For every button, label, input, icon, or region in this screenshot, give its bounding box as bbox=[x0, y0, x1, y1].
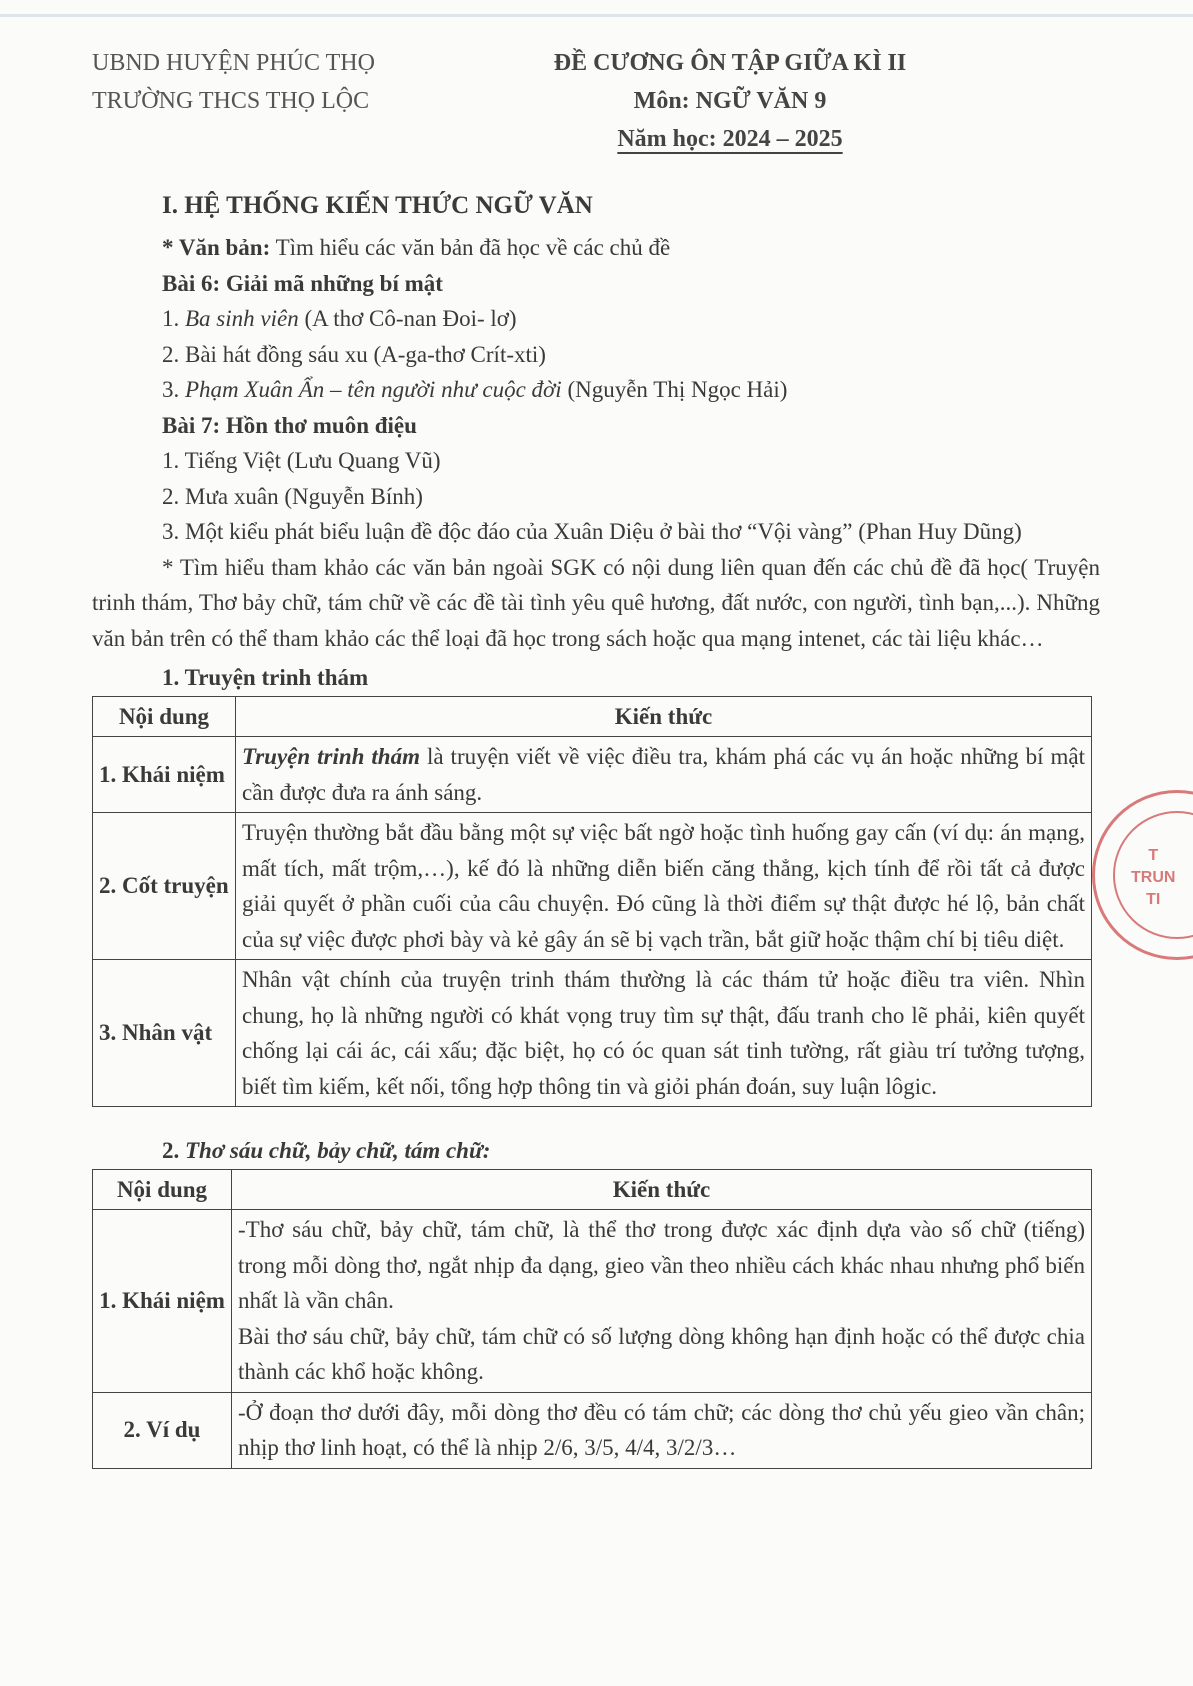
item-number: 3. bbox=[162, 377, 180, 402]
intro-label: * Văn bản: bbox=[162, 235, 271, 260]
work-author: (A-ga-thơ Crít-xti) bbox=[367, 341, 546, 367]
list-item bbox=[162, 514, 1100, 550]
list-item bbox=[162, 372, 1100, 408]
work-title: Bài hát đồng sáu xu bbox=[185, 341, 368, 367]
content-paragraph: -Thơ sáu chữ, bảy chữ, tám chữ, là thể thơ trong được xác định dựa vào số chữ (tiếng) trong mỗi dòng thơ, ngắt nhịp đa dạng, gieo vần theo nhiều cách khác nhau nhưng phổ biến nhất là vần chân. bbox=[238, 1217, 1085, 1313]
column-header-content: Nội dung bbox=[93, 1169, 232, 1210]
poetry-form-table bbox=[92, 1169, 1092, 1469]
row-content: -Ở đoạn thơ dưới đây, mỗi dòng thơ đều có tám chữ; các dòng thơ chủ yếu gieo vần chân; nhịp thơ linh hoạt, có thể là nhịp 2/6, 3/5, 4/4, 3/2/3… bbox=[232, 1392, 1092, 1468]
row-content: Truyện thường bắt đầu bằng một sự việc bất ngờ hoặc tình huống gay cấn (ví dụ: án mạng, mất tích, mất trộm,…), kế đó là những diễn biến căng thẳng, kịch tính để rồi tất cả được giải quyết ở phần cuối của câu chuyện. Đó cũng là thời điểm sự thật được hé lộ, bản chất của sự việc được phơi bày và kẻ gây án sẽ bị vạch trần, bắt giữ hoặc thậm chí bị tiêu diệt. bbox=[236, 813, 1092, 960]
scan-edge-line bbox=[0, 14, 1193, 17]
table2-heading bbox=[162, 1133, 1100, 1169]
section-title: I. HỆ THỐNG KIẾN THỨC NGỮ VĂN bbox=[162, 192, 593, 219]
list-item bbox=[162, 443, 1100, 479]
item-text: Tiếng Việt (Lưu Quang Vũ) bbox=[184, 448, 441, 473]
stamp-line: TI bbox=[1146, 891, 1161, 908]
row-label: 3. Nhân vật bbox=[93, 960, 236, 1107]
table-header-row bbox=[93, 696, 1092, 737]
red-stamp-seal bbox=[1092, 790, 1193, 960]
detective-story-table bbox=[92, 696, 1092, 1108]
row-label: 2. Cốt truyện bbox=[93, 813, 236, 960]
work-author: (Nguyễn Thị Ngọc Hải) bbox=[561, 377, 788, 402]
intro-text: Tìm hiểu các văn bản đã học về các chủ đề bbox=[270, 235, 671, 260]
list-item bbox=[162, 337, 1100, 373]
work-title: Phạm Xuân Ẩn – tên người như cuộc đời bbox=[185, 377, 562, 402]
item-number: 2. bbox=[162, 483, 180, 509]
row-content bbox=[236, 737, 1092, 813]
table-row bbox=[93, 1392, 1092, 1468]
work-author: (A thơ Cô-nan Đoi- lơ) bbox=[298, 306, 517, 331]
table-row bbox=[93, 1210, 1092, 1393]
item-text: Một kiểu phát biểu luận đề độc đáo của Xuân Diệu ở bài thơ “Vội vàng” (Phan Huy Dũng) bbox=[185, 519, 1022, 544]
heading-text: Thơ sáu chữ, bảy chữ, tám chữ: bbox=[185, 1138, 491, 1163]
heading-number: 2. bbox=[162, 1138, 185, 1163]
defined-term: Truyện trinh thám bbox=[242, 744, 420, 769]
column-header-knowledge: Kiến thức bbox=[236, 696, 1092, 737]
issuer-school: TRƯỜNG THCS THỌ LỘC bbox=[92, 88, 370, 114]
row-content bbox=[232, 1210, 1092, 1393]
column-header-knowledge: Kiến thức bbox=[232, 1169, 1092, 1210]
item-number: 2. bbox=[162, 341, 180, 367]
item-number: 1. bbox=[162, 448, 180, 473]
list-item bbox=[162, 479, 1100, 515]
stamp-line: T bbox=[1148, 847, 1159, 864]
table-row bbox=[93, 813, 1092, 960]
table-row bbox=[93, 737, 1092, 813]
school-year: Năm học: 2024 – 2025 bbox=[617, 126, 843, 152]
document-title-block bbox=[520, 44, 940, 158]
work-title: Ba sinh viên bbox=[185, 306, 299, 331]
lesson7-list bbox=[162, 443, 1100, 550]
item-text: Mưa xuân (Nguyễn Bính) bbox=[185, 483, 423, 509]
row-label: 1. Khái niệm bbox=[93, 737, 236, 813]
stamp-lettering bbox=[1131, 845, 1175, 911]
item-number: 1. bbox=[162, 306, 180, 331]
lesson7-title: Bài 7: Hồn thơ muôn điệu bbox=[162, 412, 417, 438]
column-header-content: Nội dung bbox=[93, 696, 236, 737]
list-item bbox=[162, 301, 1100, 337]
table-header-row bbox=[93, 1169, 1092, 1210]
row-label: 1. Khái niệm bbox=[93, 1210, 232, 1393]
stamp-line: TRUN bbox=[1131, 869, 1176, 886]
lesson6-list bbox=[162, 301, 1100, 408]
intro-line bbox=[162, 230, 1100, 266]
table-row bbox=[93, 960, 1092, 1107]
content-paragraph: Bài thơ sáu chữ, bảy chữ, tám chữ có số lượng dòng không hạn định hoặc có thể được chia thành các khổ hoặc không. bbox=[238, 1323, 1085, 1384]
document-title: ĐỀ CƯƠNG ÔN TẬP GIỮA KÌ II bbox=[553, 50, 907, 76]
row-label: 2. Ví dụ bbox=[93, 1392, 232, 1468]
issuer-district: UBND HUYỆN PHÚC THỌ bbox=[92, 50, 375, 76]
reference-paragraph: * Tìm hiểu tham khảo các văn bản ngoài SGK có nội dung liên quan đến các chủ đề đã học( Truyện trinh thám, Thơ bảy chữ, tám chữ về các đề tài tình yêu quê hương, đất nước, con người, tình bạn,...). Những văn bản trên có thể tham khảo các thể loại đã học trong sách hoặc qua mạng intenet, các tài liệu khác… bbox=[92, 554, 1100, 651]
row-content: Nhân vật chính của truyện trinh thám thường là các thám tử hoặc điều tra viên. Nhìn chung, họ là những người có khát vọng truy tìm sự thật, đấu tranh cho lẽ phải, kiên quyết chống lại cái ác, cái xấu; đặc biệt, họ có óc quan sát tinh tường, rất giàu trí tưởng tượng, biết tìm kiếm, kết nối, tổng hợp thông tin và giỏi phán đoán, suy luận lôgic. bbox=[236, 960, 1092, 1107]
subject-line: Môn: NGỮ VĂN 9 bbox=[633, 88, 827, 114]
item-number: 3. bbox=[162, 519, 180, 544]
definition-text: là truyện viết về việc điều tra, khám phá các vụ án hoặc những bí mật cần được đưa ra ánh sáng. bbox=[242, 744, 1085, 805]
table1-heading: 1. Truyện trinh thám bbox=[162, 665, 369, 690]
issuer-block bbox=[92, 44, 375, 120]
document-body bbox=[92, 186, 1100, 1469]
lesson6-title: Bài 6: Giải mã những bí mật bbox=[162, 270, 443, 296]
